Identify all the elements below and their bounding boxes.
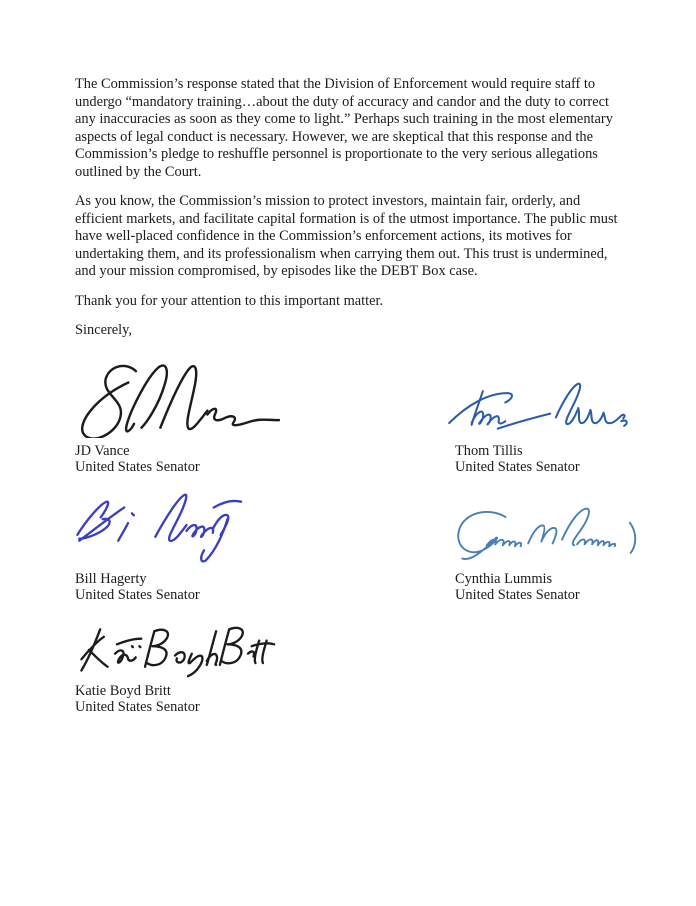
bill-hagerty-signature-icon xyxy=(67,490,267,566)
signer-name: Thom Tillis xyxy=(455,442,523,459)
signoff-sincerely: Sincerely, xyxy=(75,322,133,338)
letter-body xyxy=(75,76,627,716)
signature-row-1 xyxy=(75,358,627,476)
signature-block-jd-vance xyxy=(75,358,455,476)
signer-name: JD Vance xyxy=(75,442,130,459)
signature-block-cynthia-lummis xyxy=(455,502,654,604)
signer-title: United States Senator xyxy=(75,699,200,715)
signer-title: United States Senator xyxy=(75,587,200,603)
signature-row-2 xyxy=(75,490,627,604)
paragraph-commission-response: The Commission’s response stated that the Division of Enforcement would require staff to undergo “mandatory training…about the duty of accuracy and candor and the duty to correct any inaccuracies as soon as they come to light.” Perhaps such training in the most elementary aspects of legal conduct is necessary. However, we are skeptical that this response and the Commission’s pledge to reshuffle personnel is proportionate to the very serious allegations outlined by the Court. xyxy=(75,76,613,180)
cynthia-lummis-signature-icon xyxy=(439,502,654,566)
signature-block-thom-tillis xyxy=(455,380,639,476)
signer-title: United States Senator xyxy=(455,459,580,475)
signature-block-bill-hagerty xyxy=(75,490,455,604)
signer-name: Katie Boyd Britt xyxy=(75,682,171,699)
signature-block-katie-boyd-britt xyxy=(75,620,455,716)
paragraph-commission-mission: As you know, the Commission’s mission to protect investors, maintain fair, orderly, and efficient markets, and facilitate capital formation is of the utmost importance. The public must have well-placed confidence in the Commission’s enforcement actions, its motives for undertaking them, and its professionalism when carrying them out. This trust is undermined, and your mission compromised, by episodes like the DEBT Box case. xyxy=(75,193,618,279)
jd-vance-signature-icon xyxy=(67,358,297,438)
signature-row-3 xyxy=(75,620,627,716)
signer-title: United States Senator xyxy=(75,459,200,475)
paragraph-thanks: Thank you for your attention to this important matter. xyxy=(75,292,384,309)
signer-title: United States Senator xyxy=(455,587,580,603)
katie-boyd-britt-signature-icon xyxy=(67,620,282,678)
thom-tillis-signature-icon xyxy=(439,380,639,438)
signer-name: Bill Hagerty xyxy=(75,570,147,587)
signer-name: Cynthia Lummis xyxy=(455,570,553,587)
